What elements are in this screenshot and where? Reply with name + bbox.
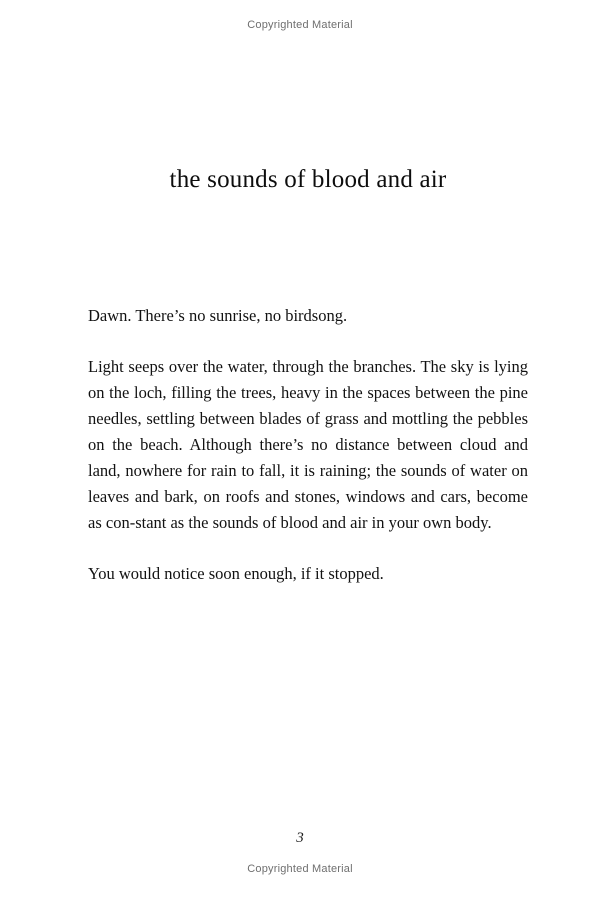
paragraph: Light seeps over the water, through the branches. The sky is lying on the loch, filling the trees, heavy in the spaces between the pine needles, settling between blades of grass and mottling the pebbles on the beach. Although there’s no distance between cloud and land, nowhere for rain to fall, it is raining; the sounds of water on leaves and bark, on roofs and stones, windows and cars, become as con-stant as the sounds of blood and air in your own body. xyxy=(88,357,528,532)
paragraph: You would notice soon enough, if it stopped. xyxy=(88,564,384,583)
copyright-watermark-top: Copyrighted Material xyxy=(247,19,353,31)
body-text xyxy=(88,195,528,587)
copyright-watermark-bottom: Copyrighted Material xyxy=(247,863,353,875)
paragraph: Dawn. There’s no sunrise, no birdsong. xyxy=(88,306,348,325)
page-number: 3 xyxy=(296,830,304,846)
chapter-title: the sounds of blood and air xyxy=(169,166,447,193)
page-content xyxy=(88,0,528,587)
